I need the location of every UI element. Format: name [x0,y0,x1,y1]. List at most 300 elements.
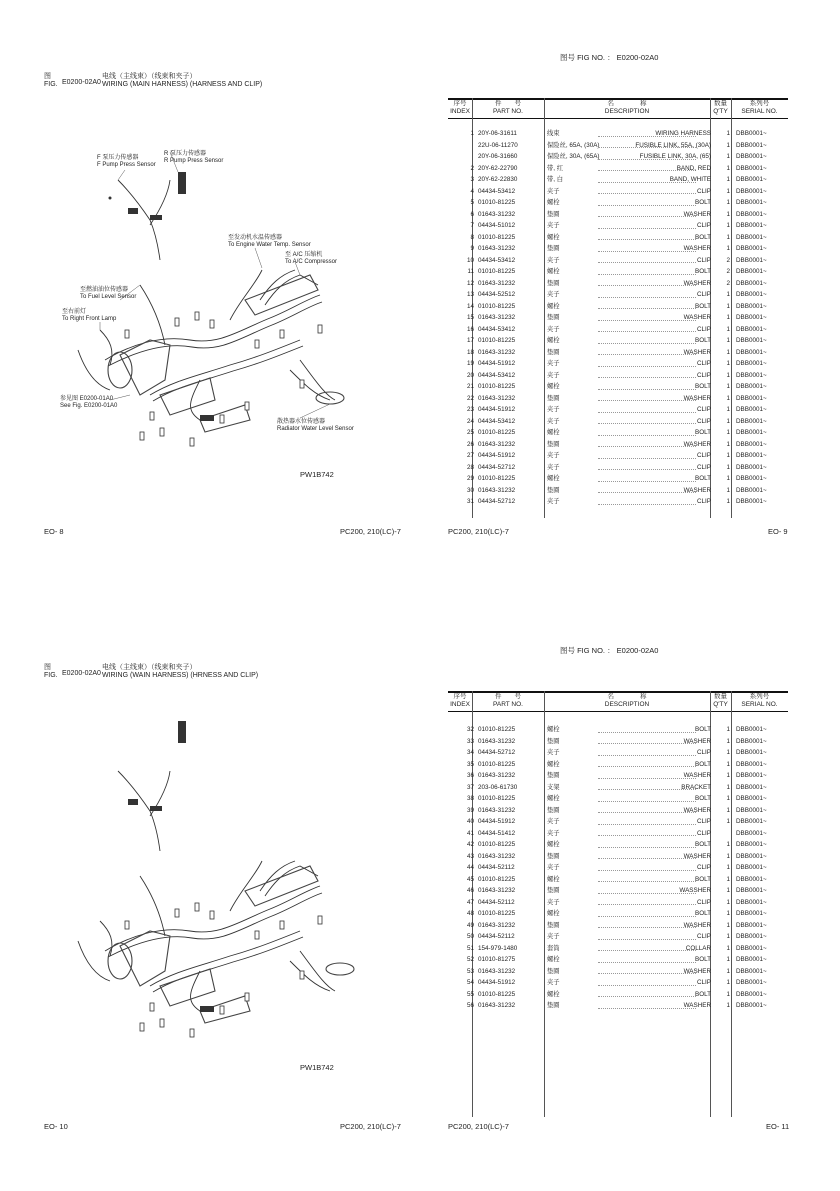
cell-index: 56 [466,1002,474,1009]
cell-name-cn: 螺栓 [547,199,560,206]
cell-serial: DBB0001~ [736,737,767,745]
cell-part-no: 01010-81225 [478,841,516,848]
dot-leader [598,320,696,321]
cell-index: 22 [466,394,474,402]
table-row [448,381,808,393]
dot-leader [598,469,696,470]
dot-leader [598,766,696,767]
cell-qty: 1 [726,967,730,975]
wiring-harness-diagram [0,0,420,560]
cell-description: BOLT [695,233,711,241]
cell-serial: DBB0001~ [736,498,767,505]
cell-index: 32 [466,726,474,733]
cell-index: 30 [466,486,474,494]
dot-leader [598,939,696,940]
cell-name-cn: 垫圈 [547,210,560,218]
cell-index: 44 [466,864,474,871]
cell-name-cn: 垫圈 [547,772,560,779]
cell-index: 5 [470,199,474,206]
table-row [448,220,808,232]
dot-leader [598,973,696,974]
cell-description: BAND, RED [676,164,711,172]
cell-serial: DBB0001~ [736,944,767,952]
cell-index: 10 [466,256,474,264]
drawing-code: PW1B742 [300,1063,334,1072]
fig-header: 图号 FIG NO. ： E0200-02A0 [560,53,659,62]
cell-description: WASHER [683,486,711,494]
cell-qty: 1 [726,944,730,952]
cell-name-cn: 螺栓 [547,302,560,310]
cell-qty: 1 [726,852,730,860]
cell-description: COLLAR [685,944,711,952]
cell-part-no: 01643-31232 [478,245,516,252]
table-row [448,485,808,497]
cell-qty: 1 [726,233,730,241]
cell-description: BOLT [695,760,711,768]
cell-serial: DBB0001~ [736,314,767,321]
cell-serial: DBB0001~ [736,852,767,860]
cell-description: CLIP [697,898,711,906]
dot-leader [598,423,696,424]
dot-leader [598,985,696,986]
cell-qty: 1 [726,783,730,791]
cell-serial: DBB0001~ [736,291,767,298]
dot-leader [598,847,696,848]
cell-index: 37 [466,783,474,791]
cell-name-cn: 夹子 [547,452,560,459]
cell-description: CLIP [697,222,711,229]
cell-qty: 1 [726,726,730,733]
cell-qty: 1 [726,406,730,413]
cell-serial: DBB0001~ [736,222,767,229]
cell-qty: 1 [726,291,730,298]
dot-leader [598,996,696,997]
cell-serial: DBB0001~ [736,898,767,906]
dot-leader [598,916,696,917]
table-row [448,324,808,336]
cell-name-cn: 螺栓 [547,795,560,802]
dot-leader [598,950,696,951]
cell-name-cn: 垫圈 [547,314,560,321]
cell-serial: DBB0001~ [736,141,767,149]
cell-qty: 1 [726,979,730,986]
cell-qty: 1 [726,841,730,848]
col-description-header: 名 称 DESCRIPTION [604,100,650,115]
cell-index: 27 [466,452,474,459]
table-row [448,920,808,932]
cell-qty: 1 [726,187,730,195]
table-row [448,943,808,955]
callout-fuel-level-sensor: 至燃油油位传感器 To Fuel Level Sensor [80,287,137,300]
cell-name-cn: 垫圈 [547,921,560,929]
table-row [448,966,808,978]
table-row [448,977,808,989]
cell-name-cn: 垫圈 [547,348,560,356]
cell-qty: 1 [726,818,730,825]
cell-index: 48 [466,910,474,917]
cell-name-cn: 螺栓 [547,726,560,733]
cell-part-no: 04434-51912 [478,452,516,459]
cell-serial: DBB0001~ [736,383,767,390]
dot-leader [598,354,696,355]
cell-part-no: 04434-52712 [478,498,516,505]
cell-qty: 1 [726,921,730,929]
cell-description: CLIP [697,749,711,756]
cell-name-cn: 夹子 [547,406,560,413]
cell-qty: 1 [726,302,730,310]
cell-description: CLIP [697,452,711,459]
table-row [448,151,808,163]
cell-qty: 1 [726,956,730,963]
cell-serial: DBB0001~ [736,772,767,779]
cell-serial: DBB0001~ [736,806,767,814]
cell-name-cn: 垫圈 [547,852,560,860]
cell-serial: DBB0001~ [736,749,767,756]
table-row [448,347,808,359]
cell-part-no: 04434-53412 [478,256,516,264]
table-row [448,874,808,886]
cell-name-cn: 夹子 [547,371,560,379]
cell-qty: 1 [726,199,730,206]
cell-index: 28 [466,463,474,471]
cell-serial: DBB0001~ [736,956,767,963]
cell-index: 23 [466,406,474,413]
table-row [448,197,808,209]
dot-leader [598,824,696,825]
cell-qty: 1 [726,990,730,998]
cell-serial: DBB0001~ [736,130,767,137]
cell-name-cn: 夹子 [547,498,560,505]
table-row [448,816,808,828]
dot-leader [598,446,696,447]
model-footer: PC200, 210(LC)-7 [448,1122,509,1131]
dot-leader [598,285,696,286]
cell-name-cn: 螺栓 [547,268,560,275]
cell-index: 39 [466,806,474,814]
cell-description: BOLT [695,841,711,848]
col-index-header: 序号 INDEX [450,693,470,708]
cell-name-cn: 夹子 [547,463,560,471]
col-qty-header: 数量 Q'TY [713,693,728,708]
callout-ac-compressor: 至 A/C 压缩机 To A/C Compressor [285,252,338,265]
cell-description: WASHER [683,967,711,975]
dot-leader [598,297,696,298]
table-row [448,1000,808,1012]
cell-name-cn: 夹子 [547,360,560,367]
dot-leader [598,858,696,859]
cell-description: WASHER [683,348,711,356]
cell-index: 18 [466,348,474,356]
table-row [448,266,808,278]
cell-description: FUSIBLE LINK, 55A, (30A) [635,141,711,149]
table-row [448,427,808,439]
cell-part-no: 01643-31232 [478,394,516,402]
table-row [448,828,808,840]
table-row [448,439,808,451]
dot-leader [598,216,696,217]
cell-qty: 1 [726,772,730,779]
cell-name-cn: 支架 [547,783,560,791]
cell-qty: 1 [726,1002,730,1009]
dot-leader [598,239,696,240]
cell-part-no: 01010-81225 [478,383,516,390]
cell-name-cn: 带, 红 [547,164,564,172]
table-row [448,232,808,244]
cell-name-cn: 垫圈 [547,394,560,402]
cell-description: WASHER [683,245,711,252]
cell-index: 1 [470,130,474,137]
cell-description: BOLT [695,268,711,275]
cell-index: 8 [470,233,474,241]
cell-description: BOLT [695,990,711,998]
cell-description: CLIP [697,979,711,986]
cell-description: WASHER [683,772,711,779]
cell-part-no: 01010-81225 [478,268,516,275]
cell-qty: 1 [726,498,730,505]
cell-part-no: 01643-31232 [478,486,516,494]
dot-leader [598,251,696,252]
cell-description: CLIP [697,187,711,195]
table-row [448,954,808,966]
page-number: EO- 11 [766,1122,790,1131]
cell-index: 6 [470,210,474,218]
cell-serial: DBB0001~ [736,256,767,264]
cell-part-no: 04434-52712 [478,463,516,471]
cell-part-no: 01643-31232 [478,348,516,356]
cell-description: WASSHER [679,887,711,894]
cell-part-no: 04434-52112 [478,898,515,906]
cell-name-cn: 夹子 [547,829,560,837]
fig-label: 图 FIG. [44,73,58,88]
cell-name-cn: 垫圈 [547,245,560,252]
cell-name-cn: 夹子 [547,325,560,333]
cell-description: WASHER [683,210,711,218]
cell-name-cn: 保险丝, 65A, (30A) [547,141,600,149]
cell-index: 35 [466,760,474,768]
table-row [448,759,808,771]
cell-qty: 1 [726,737,730,745]
cell-qty: 1 [726,360,730,367]
cell-serial: DBB0001~ [736,910,767,917]
cell-index: 55 [466,990,474,998]
cell-name-cn: 螺栓 [547,990,560,998]
cell-description: WIRING HARNESS [655,130,711,137]
dot-leader [598,331,696,332]
cell-serial: DBB0001~ [736,875,767,883]
cell-description: CLIP [697,818,711,825]
col-serial-header: 系列号 SERIAL NO. [741,693,778,708]
cell-part-no: 01010-81225 [478,760,516,768]
cell-qty: 1 [726,164,730,172]
cell-name-cn: 夹子 [547,864,560,871]
table-row [448,989,808,1001]
cell-part-no: 01010-81275 [478,956,516,963]
table-row [448,496,808,508]
cell-description: BOLT [695,910,711,917]
cell-part-no: 04434-52512 [478,291,516,298]
cell-part-no: 04434-53412 [478,325,516,333]
cell-qty: 1 [726,153,730,160]
dot-leader [598,755,696,756]
cell-part-no: 04434-51912 [478,818,516,825]
dot-leader [598,228,696,229]
cell-part-no: 01643-31232 [478,1002,516,1009]
cell-index: 20 [466,371,474,379]
cell-serial: DBB0001~ [736,841,767,848]
cell-part-no: 01643-31232 [478,279,516,287]
cell-part-no: 01010-81225 [478,429,516,436]
table-row [448,393,808,405]
cell-description: BOLT [695,726,711,733]
cell-name-cn: 夹子 [547,933,560,940]
callout-radiator-level-sensor: 散热器水位传感器 Radiator Water Level Sensor [277,419,354,432]
cell-qty: 1 [726,130,730,137]
cell-serial: DBB0001~ [736,726,767,733]
dot-leader [598,274,696,275]
cell-description: CLIP [697,864,711,871]
cell-part-no: 01010-81225 [478,199,516,206]
cell-name-cn: 带, 白 [547,176,564,183]
table-row [448,885,808,897]
dot-leader [598,778,696,779]
cell-part-no: 04434-53412 [478,417,516,425]
cell-serial: DBB0001~ [736,1002,767,1009]
dot-leader [598,1008,696,1009]
cell-serial: DBB0001~ [736,199,767,206]
dot-leader [598,343,696,344]
cell-serial: DBB0001~ [736,371,767,379]
table-row [448,908,808,920]
cell-serial: DBB0001~ [736,887,767,894]
cell-qty: 1 [726,394,730,402]
cell-part-no: 01643-31232 [478,440,516,448]
figure-title: 电线（主线束）（线束和夹子） WIRING (WAIN HARNESS) (HRNESS AND CLIP) [102,664,259,679]
cell-index: 36 [466,772,474,779]
cell-index: 26 [466,440,474,448]
cell-index: 41 [466,829,474,837]
dot-leader [598,366,696,367]
cell-part-no: 01643-31232 [478,806,516,814]
cell-part-no: 203-06-61730 [478,783,518,791]
cell-serial: DBB0001~ [736,302,767,310]
cell-serial: DBB0001~ [736,176,767,183]
cell-index: 33 [466,737,474,745]
cell-serial: DBB0001~ [736,268,767,275]
table-row [448,301,808,313]
cell-description: BOLT [695,429,711,436]
cell-description: CLIP [697,417,711,425]
cell-serial: DBB0001~ [736,990,767,998]
cell-serial: DBB0001~ [736,818,767,825]
cell-index: 9 [470,245,474,252]
dot-leader [598,458,696,459]
cell-qty: 1 [726,760,730,768]
cell-name-cn: 夹子 [547,187,560,195]
figure-title: 电线（主线束）（线束和夹子） WIRING (MAIN HARNESS) (HARNESS AND CLIP) [102,73,263,88]
cell-part-no: 04434-53412 [478,187,516,195]
cell-serial: DBB0001~ [736,967,767,975]
cell-name-cn: 垫圈 [547,887,560,894]
page-number: EO- 8 [44,527,64,536]
cell-qty: 1 [726,864,730,871]
col-qty-header: 数量 Q'TY [713,100,728,115]
fig-number: E0200-02A0 [62,79,101,86]
parts-table-top [448,98,788,518]
callout-f-pump-sensor: F 泵压力传感器 F Pump Press Sensor [97,155,156,168]
cell-index: 45 [466,875,474,883]
table-row [448,243,808,255]
page-number: EO- 10 [44,1122,68,1131]
cell-part-no: 01643-31232 [478,314,516,321]
page-number: EO- 9 [768,527,788,536]
cell-description: CLIP [697,360,711,367]
col-index-header: 序号 INDEX [450,100,470,115]
table-row [448,736,808,748]
cell-name-cn: 夹子 [547,979,560,986]
cell-part-no: 01643-31232 [478,967,516,975]
table-row [448,255,808,267]
dot-leader [598,400,696,401]
cell-index: 13 [466,291,474,298]
cell-part-no: 01010-81225 [478,910,516,917]
cell-description: WASHER [683,806,711,814]
cell-index: 14 [466,302,474,310]
cell-description: CLIP [697,406,711,413]
cell-index: 47 [466,898,474,906]
cell-qty: 1 [726,222,730,229]
callout-r-pump-sensor: R 泵压力传感器 R Pump Press Sensor [164,151,224,164]
cell-qty: 1 [726,417,730,425]
cell-serial: DBB0001~ [736,452,767,459]
dot-leader [598,412,696,413]
cell-qty: 2 [726,279,730,287]
cell-description: WASHER [683,737,711,745]
cell-description: WASHER [683,279,711,287]
cell-qty: 1 [726,898,730,906]
table-row [448,312,808,324]
cell-name-cn: 夹子 [547,818,560,825]
cell-serial: DBB0001~ [736,210,767,218]
cell-description: WASHER [683,394,711,402]
cell-description: CLIP [697,463,711,471]
table-row [448,931,808,943]
dot-leader [598,927,696,928]
cell-part-no: 01010-81225 [478,990,516,998]
cell-description: BRACKET [681,783,711,791]
cell-part-no: 01643-31232 [478,921,516,929]
cell-name-cn: 套筒 [547,944,560,952]
cell-name-cn: 垫圈 [547,486,560,494]
cell-part-no: 04434-52112 [478,933,515,940]
cell-index: 29 [466,475,474,482]
cell-serial: DBB0001~ [736,348,767,356]
dot-leader [598,801,696,802]
callout-engine-water-temp: 至发动机水温传感器 To Engine Water Temp. Sensor [228,235,311,248]
dot-leader [598,389,696,390]
fig-number: E0200-02A0 [62,670,101,677]
cell-index: 52 [466,956,474,963]
table-row [448,862,808,874]
cell-part-no: 01643-31232 [478,887,516,894]
cell-index: 50 [466,933,474,940]
cell-description: WASHER [683,440,711,448]
cell-part-no: 01010-81225 [478,233,516,241]
cell-description: FUSIBLE LINK, 30A, (65) [639,153,711,160]
cell-qty: 1 [726,429,730,436]
dot-leader [598,504,696,505]
parts-table-bottom [448,691,788,1117]
cell-qty: 1 [726,371,730,379]
